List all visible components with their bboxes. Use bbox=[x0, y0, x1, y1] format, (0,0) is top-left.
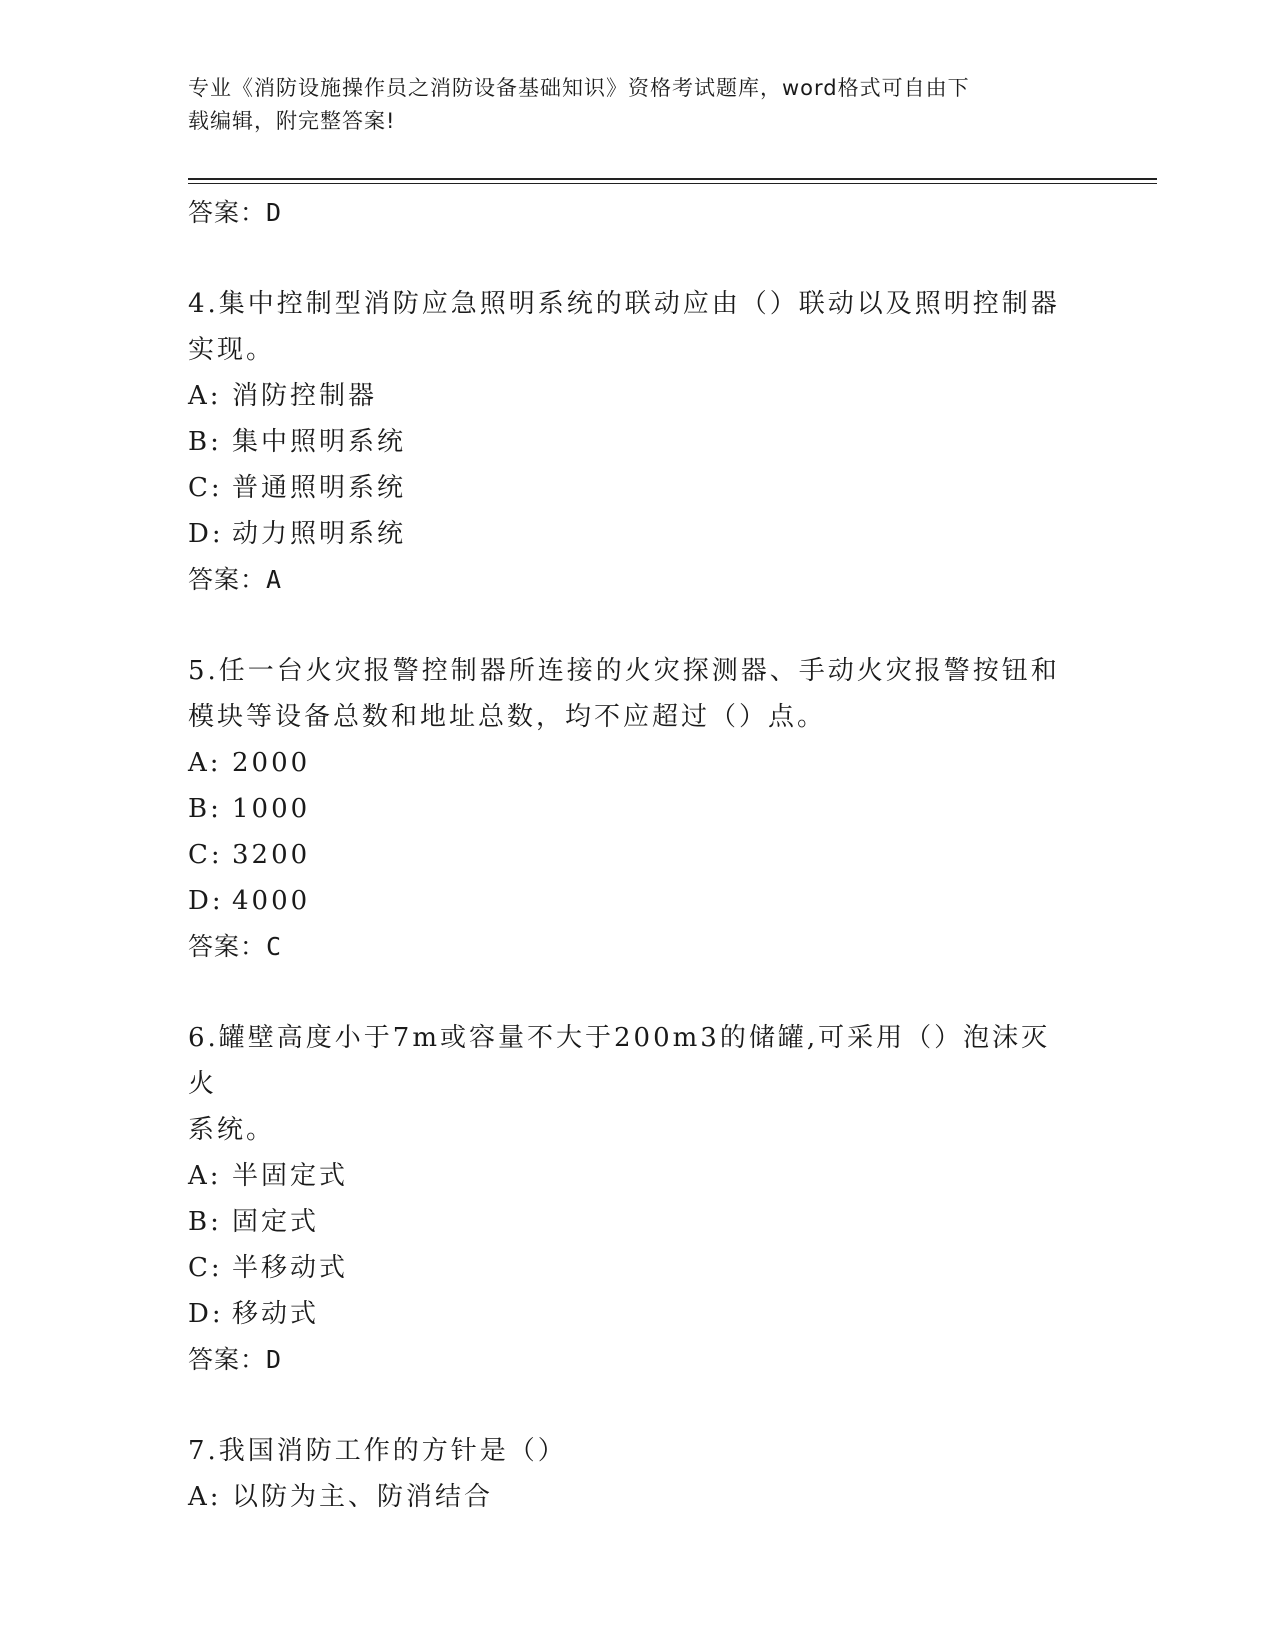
question-line: 系统。 bbox=[188, 1115, 276, 1145]
answer-label: 答案： bbox=[188, 1345, 267, 1374]
answer-line bbox=[188, 190, 1088, 236]
option-b bbox=[188, 419, 1088, 465]
option-text: 移动式 bbox=[232, 1299, 320, 1329]
option-text: 以防为主、防消结合 bbox=[232, 1482, 494, 1512]
option-letter: B: bbox=[188, 794, 222, 824]
option-c bbox=[188, 832, 1088, 878]
spacer bbox=[188, 236, 1088, 281]
question-text bbox=[188, 648, 1068, 740]
option-letter: A: bbox=[188, 1161, 222, 1191]
question-block bbox=[188, 1015, 1088, 1383]
option-letter: C: bbox=[188, 1253, 223, 1283]
option-text: 半固定式 bbox=[232, 1161, 349, 1191]
header-divider-thick bbox=[188, 178, 1157, 180]
question-line: 6.罐壁高度小于7m或容量不大于200m3的储罐,可采用（）泡沫灭火 bbox=[188, 1023, 1051, 1099]
option-d bbox=[188, 1291, 1088, 1337]
answer-label: 答案： bbox=[188, 565, 267, 594]
answer-label: 答案： bbox=[188, 198, 267, 227]
question-line: 4.集中控制型消防应急照明系统的联动应由（）联动以及照明控制器 bbox=[188, 289, 1060, 319]
option-d bbox=[188, 511, 1088, 557]
option-text: 4000 bbox=[232, 886, 311, 916]
option-letter: C: bbox=[188, 473, 223, 503]
option-a bbox=[188, 1153, 1088, 1199]
header-line-2: 载编辑，附完整答案! bbox=[188, 109, 396, 133]
question-block bbox=[188, 1428, 1088, 1520]
answer-value: D bbox=[266, 1345, 283, 1374]
option-letter: B: bbox=[188, 427, 222, 457]
answer-value: A bbox=[266, 565, 283, 594]
spacer bbox=[188, 1383, 1088, 1428]
option-text: 动力照明系统 bbox=[232, 519, 407, 549]
question-line: 7.我国消防工作的方针是（） bbox=[188, 1436, 567, 1466]
option-c bbox=[188, 1245, 1088, 1291]
option-letter: A: bbox=[188, 1482, 222, 1512]
option-letter: A: bbox=[188, 748, 222, 778]
option-a bbox=[188, 1474, 1088, 1520]
option-d bbox=[188, 878, 1088, 924]
question-text bbox=[188, 281, 1068, 373]
document-header bbox=[188, 72, 1068, 138]
option-b bbox=[188, 1199, 1088, 1245]
option-text: 2000 bbox=[232, 748, 311, 778]
question-line: 模块等设备总数和地址总数，均不应超过（）点。 bbox=[188, 702, 827, 732]
question-line: 5.任一台火灾报警控制器所连接的火灾探测器、手动火灾报警按钮和 bbox=[188, 656, 1060, 686]
question-block bbox=[188, 648, 1088, 970]
question-line: 实现。 bbox=[188, 335, 276, 365]
question-text bbox=[188, 1015, 1068, 1153]
question-list bbox=[188, 190, 1088, 1520]
option-b bbox=[188, 786, 1088, 832]
question-block bbox=[188, 281, 1088, 603]
header-line-1: 专业《消防设施操作员之消防设备基础知识》资格考试题库，word格式可自由下 bbox=[188, 76, 970, 100]
option-letter: A: bbox=[188, 381, 222, 411]
option-text: 固定式 bbox=[232, 1207, 320, 1237]
question-text bbox=[188, 1428, 1068, 1474]
option-letter: C: bbox=[188, 840, 223, 870]
option-text: 消防控制器 bbox=[232, 381, 378, 411]
option-letter: D: bbox=[188, 886, 224, 916]
option-text: 1000 bbox=[232, 794, 311, 824]
answer-line bbox=[188, 924, 1088, 970]
spacer bbox=[188, 970, 1088, 1015]
header-divider-thin bbox=[188, 183, 1157, 184]
option-text: 3200 bbox=[232, 840, 311, 870]
option-letter: D: bbox=[188, 1299, 224, 1329]
option-text: 普通照明系统 bbox=[232, 473, 407, 503]
option-text: 集中照明系统 bbox=[232, 427, 407, 457]
spacer bbox=[188, 603, 1088, 648]
answer-value: C bbox=[266, 932, 283, 961]
answer-line bbox=[188, 557, 1088, 603]
option-a bbox=[188, 373, 1088, 419]
answer-value: D bbox=[266, 198, 283, 227]
option-c bbox=[188, 465, 1088, 511]
option-letter: D: bbox=[188, 519, 224, 549]
option-letter: B: bbox=[188, 1207, 222, 1237]
option-text: 半移动式 bbox=[232, 1253, 349, 1283]
answer-line bbox=[188, 1337, 1088, 1383]
option-a bbox=[188, 740, 1088, 786]
answer-label: 答案： bbox=[188, 932, 267, 961]
